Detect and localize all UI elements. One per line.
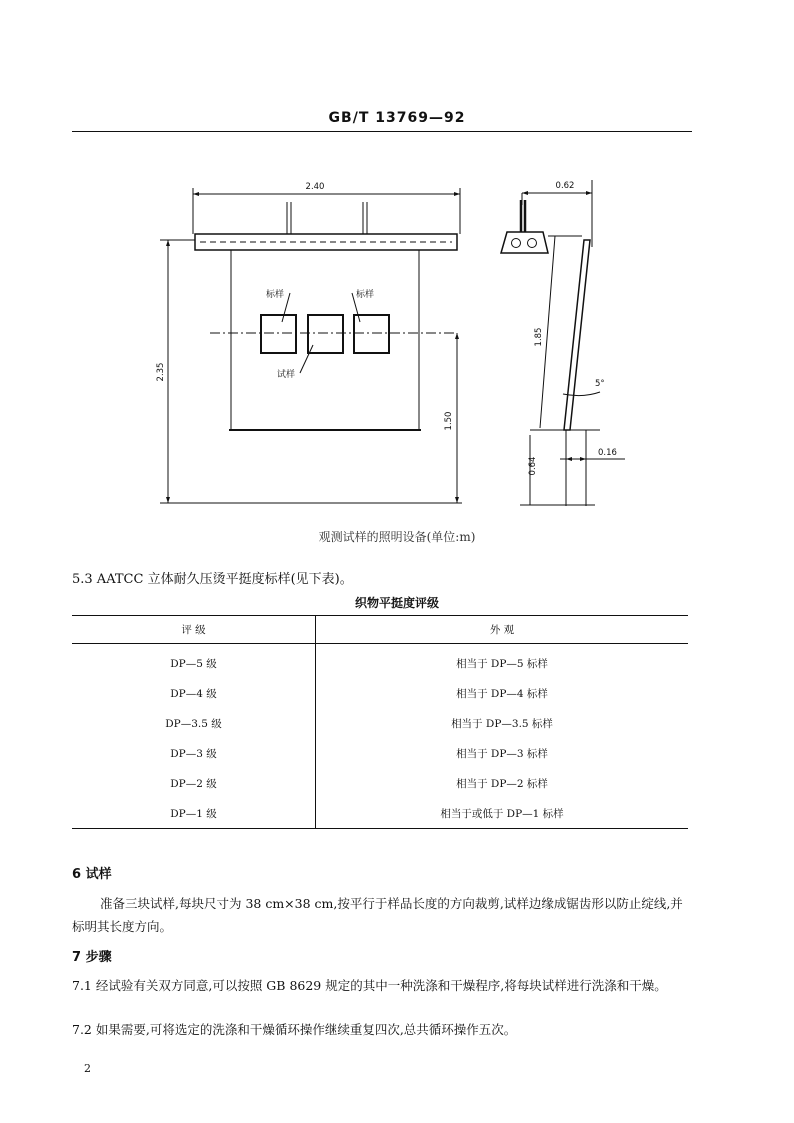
table-row: [72, 768, 688, 798]
table-title: 织物平挺度评级: [354, 596, 439, 610]
standard-code: GB/T 13769—92: [328, 110, 466, 126]
appearance-cell: 相当于或低于 DP—1 标样: [440, 807, 564, 820]
table-row: [72, 708, 688, 738]
section-5-3: 5.3 AATCC 立体耐久压烫平挺度标样(见下表)。: [72, 572, 353, 587]
table-row: [72, 738, 688, 768]
dim-board-length: 1.85: [534, 327, 544, 347]
grade-table: [72, 615, 688, 829]
dim-base-height: 0.64: [528, 456, 538, 476]
section-7-heading: 7 步骤: [72, 950, 112, 965]
grade-cell: DP—3 级: [72, 738, 316, 768]
dim-width-top: 2.40: [305, 182, 325, 192]
section-7-1: 7.1 经试验有关双方同意,可以按照 GB 8629 规定的其中一种洗涤和干燥程序,将每块试样进行洗涤和干燥。: [72, 978, 667, 993]
appearance-cell: 相当于 DP—4 标样: [456, 687, 548, 700]
header-appearance: 外 观: [316, 616, 689, 644]
figure-caption: 观测试样的照明设备(单位:m): [318, 530, 476, 544]
appearance-cell: 相当于 DP—3 标样: [456, 747, 548, 760]
dim-height-total: 2.35: [156, 362, 166, 382]
grade-cell: DP—4 级: [72, 678, 316, 708]
lighting-apparatus-figure: [0, 0, 794, 560]
label-standard-left: 标样: [266, 290, 285, 300]
grade-cell: DP—3.5 级: [72, 708, 316, 738]
table-row: [72, 798, 688, 829]
table-row: [72, 678, 688, 708]
section-7-2: 7.2 如果需要,可将选定的洗涤和干燥循环操作继续重复四次,总共循环操作五次。: [72, 1022, 517, 1037]
section-6-body: 准备三块试样,每块尺寸为 38 cm×38 cm,按平行于样品长度的方向裁剪,试样边缘成锯齿形以防止绽线,并标明其长度方向。: [72, 896, 683, 934]
label-standard-right: 标样: [356, 290, 375, 300]
header-grade: 评 级: [72, 616, 316, 644]
dim-height-lower: 1.50: [444, 411, 454, 431]
grade-cell: DP—5 级: [72, 644, 316, 679]
table-header-row: [72, 616, 688, 644]
appearance-cell: 相当于 DP—3.5 标样: [451, 717, 553, 730]
table-row: [72, 644, 688, 679]
appearance-cell: 相当于 DP—5 标样: [456, 657, 548, 670]
dim-base-offset: 0.16: [598, 448, 617, 458]
dim-side-top: 0.62: [555, 181, 575, 191]
grade-cell: DP—2 级: [72, 768, 316, 798]
page-number: 2: [84, 1062, 91, 1075]
grade-cell: DP—1 级: [72, 798, 316, 829]
appearance-cell: 相当于 DP—2 标样: [456, 777, 548, 790]
dim-angle: 5°: [595, 379, 605, 389]
label-specimen: 试样: [277, 370, 296, 380]
section-6-heading: 6 试样: [72, 867, 112, 882]
